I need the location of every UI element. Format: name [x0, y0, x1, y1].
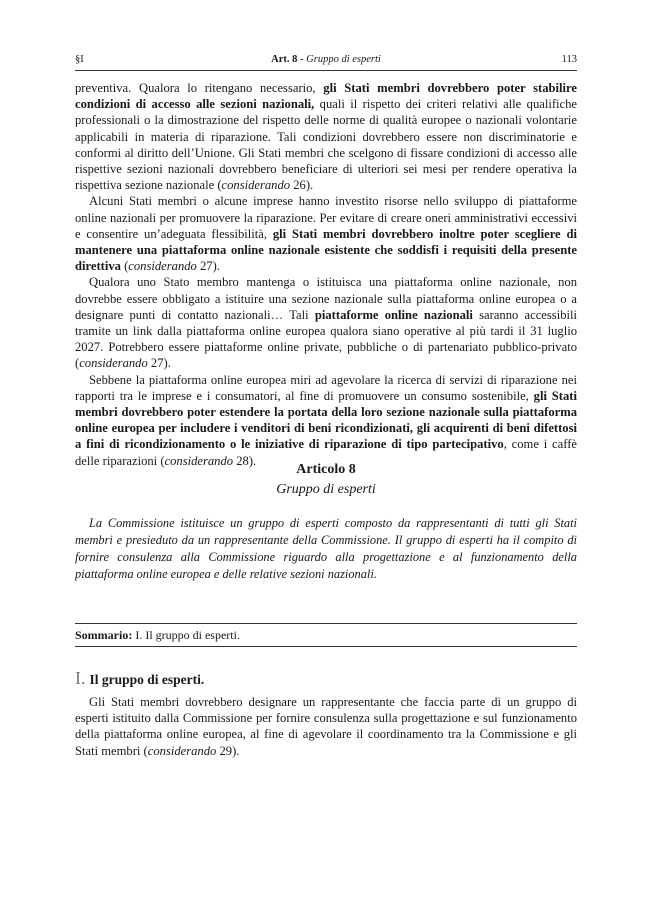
- italic-run: considerando: [79, 356, 148, 371]
- bold-run: piattaforme online nazionali: [314, 307, 473, 322]
- text-run: 28).: [233, 453, 257, 468]
- text-run: quali il rispetto dei criteri relativi alle qualifiche professionali o la dimostrazione del rispetto delle norme di qualità europee o nazionali volontarie applicabili in materia di riparazione. Tali condizioni dovrebbero essere non discriminatorie e conformi al diritto dell’Unione. Gli Stati membri che scelgono di fissare condizioni di accesso alle rispettive sezioni nazionali dovrebbero beneficiare di ulteriori sei mesi per rendere operativa la rispettiva sezione nazionale (: [75, 97, 577, 193]
- paragraph-2: [75, 193, 577, 274]
- article-title: Articolo 8: [296, 462, 356, 477]
- text-run: Alcuni Stati membri o alcune imprese hanno investito risorse nello sviluppo di piattaforme online nazionali per promuovere la riparazione. Per evitare di creare oneri amministrativi eccessivi e consentire un’adeguata flessibilità,: [75, 194, 577, 241]
- italic-run: considerando: [128, 259, 197, 274]
- paragraph-1: [75, 80, 577, 193]
- text-run: 26).: [290, 178, 314, 193]
- text-run: 27).: [196, 259, 220, 274]
- text-run: 29).: [216, 743, 240, 758]
- section-number: I.: [75, 668, 86, 688]
- italic-run: considerando: [147, 743, 217, 758]
- header-title: [75, 54, 577, 65]
- bold-run: gli Stati membri dovrebbero poter estendere la portata della loro sezione nazionale sulla piattaforma online europea per includere i venditori di beni ricondizionati, gli acquirenti di beni difettosi a fini di ricondizionamento o le iniziative di riparazione di tipo partecipativo: [75, 388, 577, 452]
- header-article: Art. 8: [271, 54, 298, 65]
- italic-run: considerando: [221, 178, 291, 193]
- text-run: , come i caffè delle riparazioni (: [75, 437, 577, 468]
- bold-run: gli Stati membri dovrebbero poter stabilire condizioni di accesso alle sezioni nazionali,: [75, 81, 577, 112]
- paragraph-4: [75, 372, 577, 469]
- commentary-body: [75, 80, 577, 469]
- summary-label: Sommario:: [75, 628, 133, 642]
- text-run: saranno accessibili tramite un link dalla piattaforma online europea qualora siano operative al più tardi il 31 luglio 2027. Potrebbero essere piattaforme online private, pubbliche o di partenariato pubblico-privato (: [75, 307, 577, 371]
- section-title: Il gruppo di esperti.: [89, 672, 205, 687]
- article-text: La Commissione istituisce un gruppo di esperti composto da rappresentanti di tutti gli Stati membri e presieduto da un rappresentante della Commissione. Il gruppo di esperti ha il compito di fornire consulenza alla Commissione riguardo alla progettazione e al funzionamento della piattaforma online europea e delle relative sezioni nazionali.: [75, 516, 577, 581]
- running-header: [75, 54, 577, 71]
- section-heading: [75, 668, 204, 689]
- text-run: Gli Stati membri dovrebbero designare un rappresentante che faccia parte di un gruppo di esperti istituito dalla Commissione per fornire consulenza sulla progettazione e sul funzionamento della piattaforma online europea, al fine di agevolare il coordinamento tra la Commissione e gli Stati membri (: [75, 695, 577, 758]
- article-subtitle: Gruppo di esperti: [276, 482, 376, 497]
- paragraph-3: [75, 274, 577, 371]
- header-separator: -: [297, 54, 307, 65]
- page-number: 113: [561, 54, 577, 65]
- bold-run: gli Stati membri dovrebbero inoltre poter scegliere di mantenere una piattaforma online nazionale esistente che soddisfi i requisiti della presente direttiva: [75, 226, 577, 274]
- summary-text: I. Il gruppo di esperti.: [132, 628, 240, 642]
- text-run: (: [120, 259, 129, 274]
- text-run: preventiva. Qualora lo ritengano necessario,: [75, 81, 324, 95]
- text-run: Qualora uno Stato membro mantenga o istituisca una piattaforma online nazionale, non dovrebbe essere obbligato a istituire una sezione nazionale sulla piattaforma online europea o a designare punti di contatto nazionali… Tali: [75, 275, 577, 322]
- summary-box: [75, 623, 577, 647]
- italic-run: considerando: [164, 453, 234, 468]
- text-run: 27).: [147, 356, 171, 371]
- section-paragraph: [75, 694, 577, 759]
- header-article-title: Gruppo di esperti: [306, 54, 381, 65]
- text-run: Sebbene la piattaforma online europea miri ad agevolare la ricerca di servizi di riparazione nei rapporti tra le imprese e i consumatori, al fine di promuovere un consumo sostenibile,: [75, 372, 577, 403]
- section-mark: §I: [75, 54, 84, 65]
